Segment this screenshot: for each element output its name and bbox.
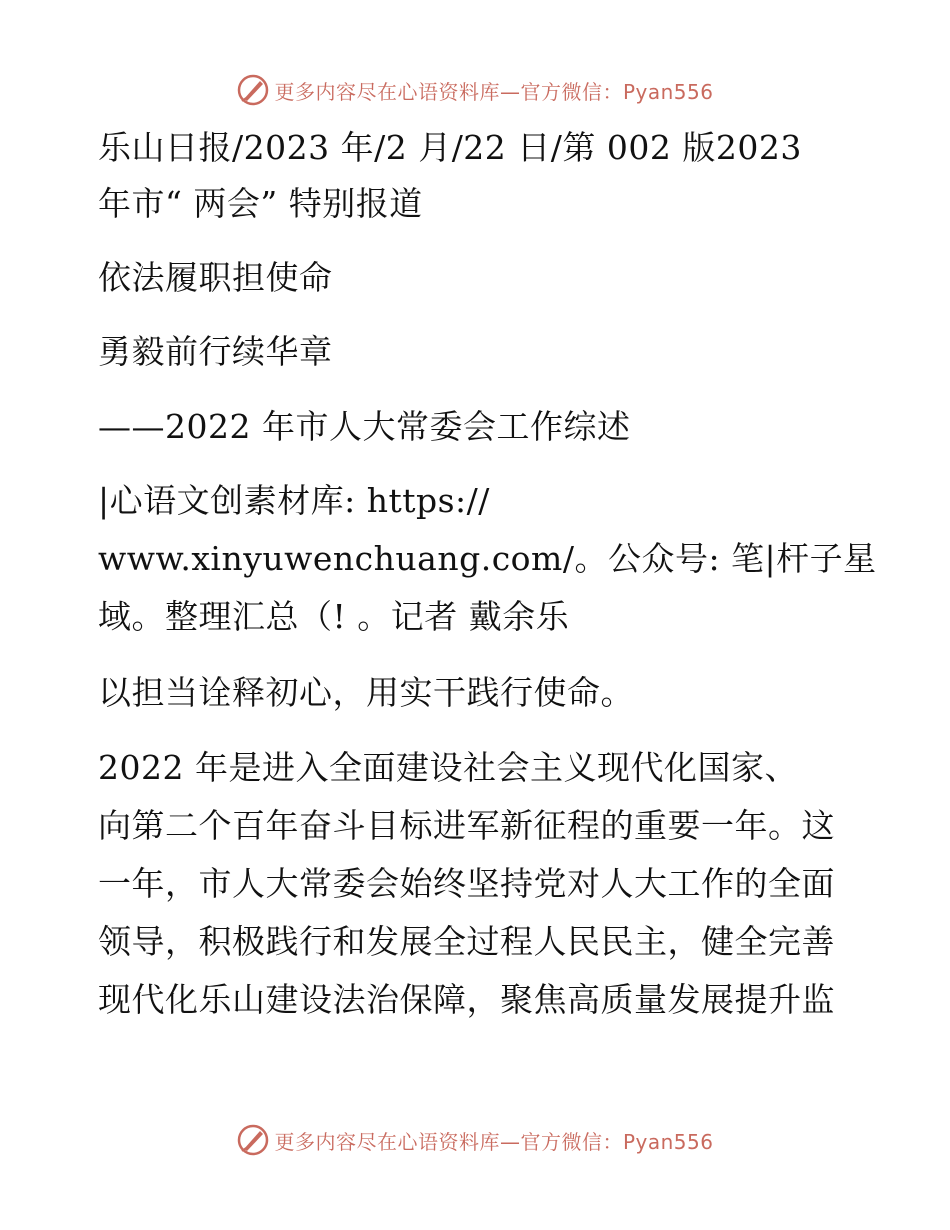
- body-line: 领导，积极践行和发展全过程人民民主，健全完善: [98, 922, 835, 961]
- publication-line: 乐山日报/2023 年/2 月/22 日/第 002 版2023: [98, 128, 802, 167]
- watermark-text: 更多内容尽在心语资料库—官方微信：Pyan556: [274, 79, 714, 104]
- source-note-cont: www.xinyuwenchuang.com/。公众号: 笔|杆子星: [98, 539, 877, 578]
- watermark-text: 更多内容尽在心语资料库—官方微信：Pyan556: [274, 1129, 714, 1154]
- publication-line-cont: 年市“ 两会” 特别报道: [98, 184, 423, 223]
- header-watermark: [0, 70, 950, 110]
- subtitle: ——2022 年市人大常委会工作综述: [98, 407, 631, 446]
- reporter-line: 域。整理汇总（! 。记者 戴余乐: [98, 597, 570, 636]
- body-line: 一年，市人大常委会始终坚持党对人大工作的全面: [98, 864, 835, 903]
- lead-paragraph: 以担当诠释初心，用实干践行使命。: [98, 673, 634, 712]
- body-line: 2022 年是进入全面建设社会主义现代化国家、: [98, 748, 798, 787]
- quill-logo-icon: [236, 73, 270, 107]
- headline-2: 勇毅前行续华章: [98, 332, 333, 371]
- source-note: |心语文创素材库: https://: [98, 481, 490, 520]
- headline-1: 依法履职担使命: [98, 258, 333, 297]
- body-line: 向第二个百年奋斗目标进军新征程的重要一年。这: [98, 806, 835, 845]
- body-line: 现代化乐山建设法治保障，聚焦高质量发展提升监: [98, 980, 835, 1019]
- quill-logo-icon: [236, 1123, 270, 1157]
- footer-watermark: [0, 1120, 950, 1160]
